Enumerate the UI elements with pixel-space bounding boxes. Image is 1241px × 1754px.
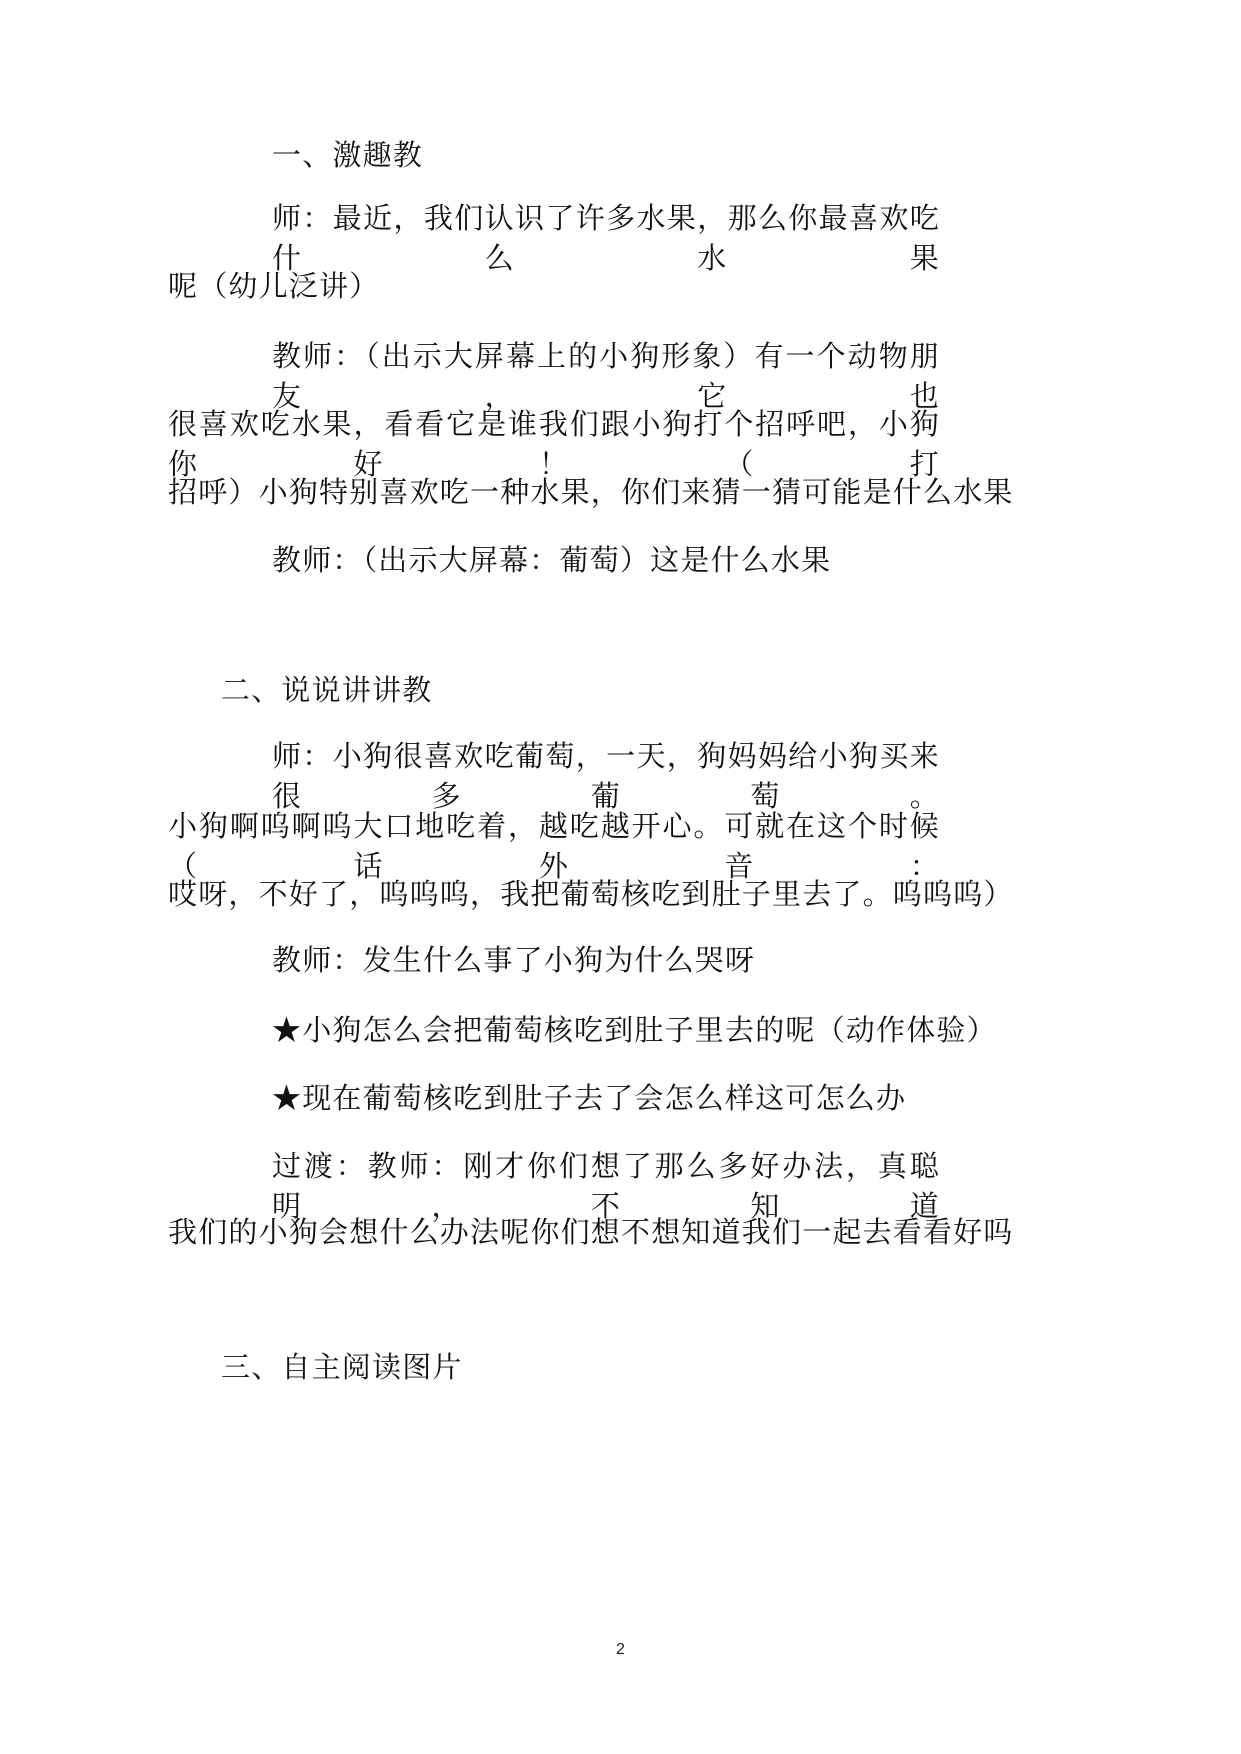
section-2-heading: 二、说说讲讲教 [221,673,433,707]
paragraph-line: 师：最近，我们认识了许多水果，那么你最喜欢吃什么水果 [272,201,940,275]
paragraph-line: 过渡：教师：刚才你们想了那么多好办法，真聪明，不知道 [272,1149,940,1223]
paragraph-line: 很喜欢吃水果，看看它是谁我们跟小狗打个招呼吧，小狗你好！（打 [168,407,940,481]
bullet-item: ★小狗怎么会把葡萄核吃到肚子里去的呢（动作体验） [272,1013,997,1047]
paragraph-line: 师：小狗很喜欢吃葡萄，一天，狗妈妈给小狗买来很多葡萄。 [272,739,940,813]
section-3-heading: 三、自主阅读图片 [221,1350,463,1384]
section-1-heading: 一、激趣教 [272,138,424,172]
paragraph-line: 小狗啊呜啊呜大口地吃着，越吃越开心。可就在这个时候（话外音： [168,809,940,883]
paragraph-line: 教师：发生什么事了小狗为什么哭呀 [272,943,756,977]
paragraph-line: 呢（幼儿泛讲） [168,269,380,303]
paragraph-line: 教师：（出示大屏幕：葡萄）这是什么水果 [272,543,832,577]
bullet-item: ★现在葡萄核吃到肚子去了会怎么样这可怎么办 [272,1081,907,1115]
paragraph-line: 教师：（出示大屏幕上的小狗形象）有一个动物朋友，它也 [272,339,940,413]
paragraph-line: 哎呀，不好了，呜呜呜，我把葡萄核吃到肚子里去了。呜呜呜） [168,877,1014,911]
page-number: 2 [616,1641,625,1658]
paragraph-line: 我们的小狗会想什么办法呢你们想不想知道我们一起去看看好吗 [168,1215,1014,1249]
paragraph-line: 招呼）小狗特别喜欢吃一种水果，你们来猜一猜可能是什么水果 [168,475,1014,509]
